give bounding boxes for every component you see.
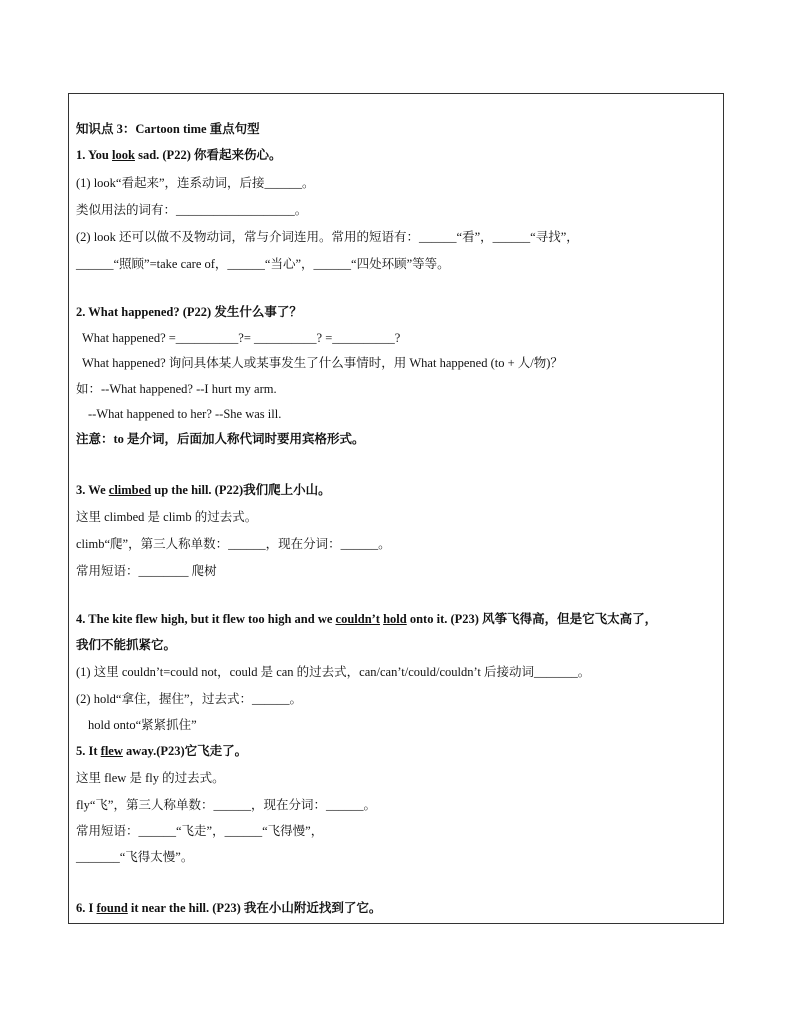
item-5-note-2: fly“飞”，第三人称单数：______，现在分词：______。 bbox=[76, 798, 376, 812]
item-4-note-2: (2) hold“拿住，握住”，过去式：______。 bbox=[76, 692, 303, 706]
key-word-couldnt: couldn’t bbox=[335, 612, 380, 626]
item-5-note-1: 这里 flew 是 fly 的过去式。 bbox=[76, 771, 225, 785]
key-word-climbed: climbed bbox=[108, 483, 152, 497]
item-1-note-4: ______“照顾”=take care of，______“当心”，______“四处环顾”等等。 bbox=[76, 257, 450, 271]
key-word-found: found bbox=[96, 901, 128, 915]
item-4-heading-line-2: 我们不能抓紧它。 bbox=[76, 638, 177, 652]
item-1-note-3: (2) look 还可以做不及物动词，常与介词连用。常用的短语有：______“看”，______“寻找”， bbox=[76, 230, 579, 244]
item-2-note-4: --What happened to her? --She was ill. bbox=[88, 407, 282, 421]
item-4-heading: 4. The kite flew high, but it flew too high and we couldn’t hold onto it. (P23) 风筝飞得高，但是它飞太高了， bbox=[76, 612, 658, 626]
key-word-flew: flew bbox=[100, 744, 123, 758]
item-3-note-3: 常用短语：________ 爬树 bbox=[76, 564, 217, 578]
item-5-note-4: _______“飞得太慢”。 bbox=[76, 850, 194, 864]
item-3-note-2: climb“爬”，第三人称单数：______，现在分词：______。 bbox=[76, 537, 391, 551]
item-5-heading: 5. It flew away.(P23)它飞走了。 bbox=[76, 744, 248, 758]
item-2-heading: 2. What happened? (P22) 发生什么事了？ bbox=[76, 305, 302, 319]
section-title: 知识点 3：Cartoon time 重点句型 bbox=[76, 122, 260, 136]
item-3-heading: 3. We climbed up the hill. (P22)我们爬上小山。 bbox=[76, 483, 331, 497]
item-2-note-2: What happened? 询问具体某人或某事发生了什么事情时，用 What happened (to + 人/物)？ bbox=[82, 356, 563, 370]
item-2-note-1: What happened? =__________?= __________? =__________? bbox=[82, 331, 401, 345]
item-1-note-2: 类似用法的词有：___________________。 bbox=[76, 203, 308, 217]
item-1-heading: 1. You look sad. (P22) 你看起来伤心。 bbox=[76, 148, 282, 162]
item-4-note-3: hold onto“紧紧抓住” bbox=[88, 718, 197, 732]
item-5-note-3: 常用短语：______“飞走”，______“飞得慢”， bbox=[76, 824, 324, 838]
key-word-hold: hold bbox=[383, 612, 407, 626]
item-2-note-3: 如：--What happened? --I hurt my arm. bbox=[76, 382, 277, 396]
key-word-look: look bbox=[112, 148, 135, 162]
item-6-heading: 6. I found it near the hill. (P23) 我在小山附近找到了它。 bbox=[76, 901, 382, 915]
item-3-note-1: 这里 climbed 是 climb 的过去式。 bbox=[76, 510, 258, 524]
item-4-note-1: (1) 这里 couldn’t=could not，could 是 can 的过去式，can/can’t/could/couldn’t 后接动词_______。 bbox=[76, 665, 591, 679]
item-1-note-1: (1) look“看起来”，连系动词，后接______。 bbox=[76, 176, 315, 190]
item-2-note-5: 注意：to 是介词，后面加人称代词时要用宾格形式。 bbox=[76, 432, 365, 446]
